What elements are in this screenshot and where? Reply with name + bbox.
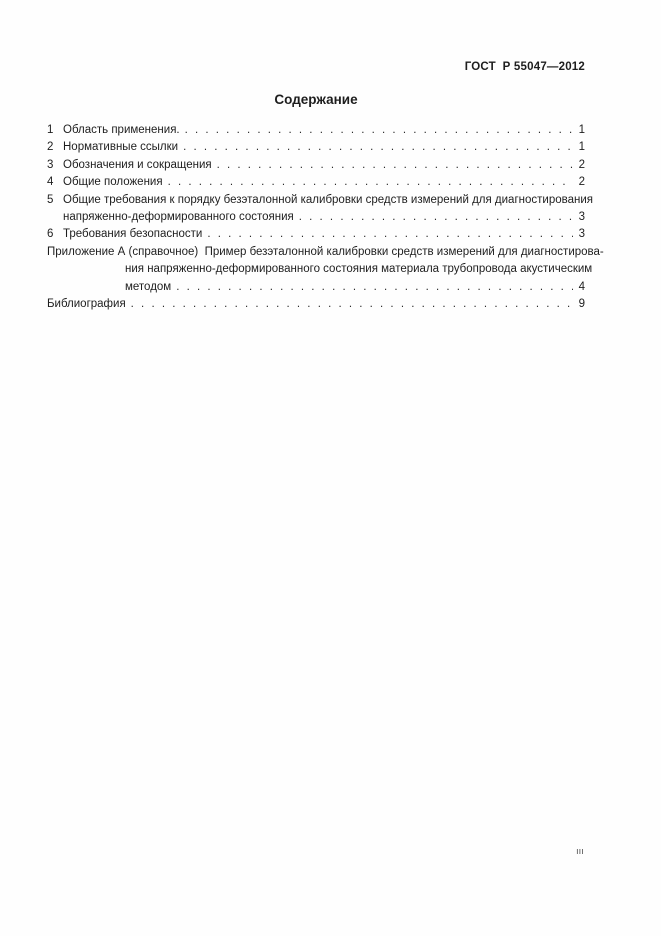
toc-entry-title: Требования безопасности xyxy=(63,228,203,241)
toc-entry-appendix xyxy=(47,244,604,261)
toc-entry-line: напряженно-деформированного состояния xyxy=(63,211,294,224)
dot-leader xyxy=(131,296,573,313)
page-number: III xyxy=(576,847,584,856)
toc-entry-page: 3 xyxy=(578,228,585,241)
document-code: ГОСТ Р 55047—2012 xyxy=(464,61,585,73)
toc-entry xyxy=(47,192,594,209)
dot-leader xyxy=(183,139,573,156)
toc-entry-continuation xyxy=(47,209,585,226)
toc-entry-page: 1 xyxy=(578,141,585,154)
toc-entry-line: методом xyxy=(125,280,172,293)
toc-entry xyxy=(47,122,585,139)
toc-entry-title: Область применения. xyxy=(63,124,180,136)
toc-entry-title: Обозначения и сокращения xyxy=(63,158,212,171)
toc-entry-page: 2 xyxy=(578,158,585,171)
toc-entry-title: Библиография xyxy=(47,298,126,311)
toc-entry-number: 3 xyxy=(47,158,54,171)
toc-entry-title: Нормативные ссылки xyxy=(63,141,179,154)
toc-entry-page: 4 xyxy=(578,280,585,293)
dot-leader xyxy=(207,226,573,243)
dot-leader xyxy=(168,174,573,191)
toc-entry-page: 2 xyxy=(578,176,585,189)
toc-entry xyxy=(47,139,585,156)
toc-entry-line: Приложение А (справочное) Пример безэталонной калибровки средств измерений для диагностирова- xyxy=(47,245,604,258)
page-title: Содержание xyxy=(274,92,358,107)
toc-entry-page: 3 xyxy=(578,211,585,224)
dot-leader xyxy=(299,209,573,226)
toc-entry-number: 1 xyxy=(47,124,54,136)
toc-entry-continuation xyxy=(47,279,585,296)
toc-entry-number: 5 xyxy=(47,193,54,206)
toc-entry-line: ния напряженно-деформированного состояния материала трубопровода акустическим xyxy=(125,263,593,276)
toc-entry-page: 9 xyxy=(578,298,585,311)
dot-leader xyxy=(176,279,573,296)
dot-leader xyxy=(185,122,573,139)
toc-entry-line: Общие требования к порядку безэталонной калибровки средств измерений для диагностирования xyxy=(63,193,594,206)
toc-entry-number: 4 xyxy=(47,176,54,189)
table-of-contents xyxy=(47,122,604,313)
dot-leader xyxy=(217,157,573,174)
toc-entry-title: Общие положения xyxy=(63,176,163,189)
toc-entry xyxy=(47,296,585,313)
toc-entry-number: 2 xyxy=(47,141,54,154)
toc-entry xyxy=(47,157,585,174)
toc-entry-number: 6 xyxy=(47,228,54,241)
toc-entry xyxy=(47,174,585,191)
toc-entry-continuation xyxy=(47,261,593,278)
toc-entry-page: 1 xyxy=(578,124,585,136)
toc-entry xyxy=(47,226,585,243)
